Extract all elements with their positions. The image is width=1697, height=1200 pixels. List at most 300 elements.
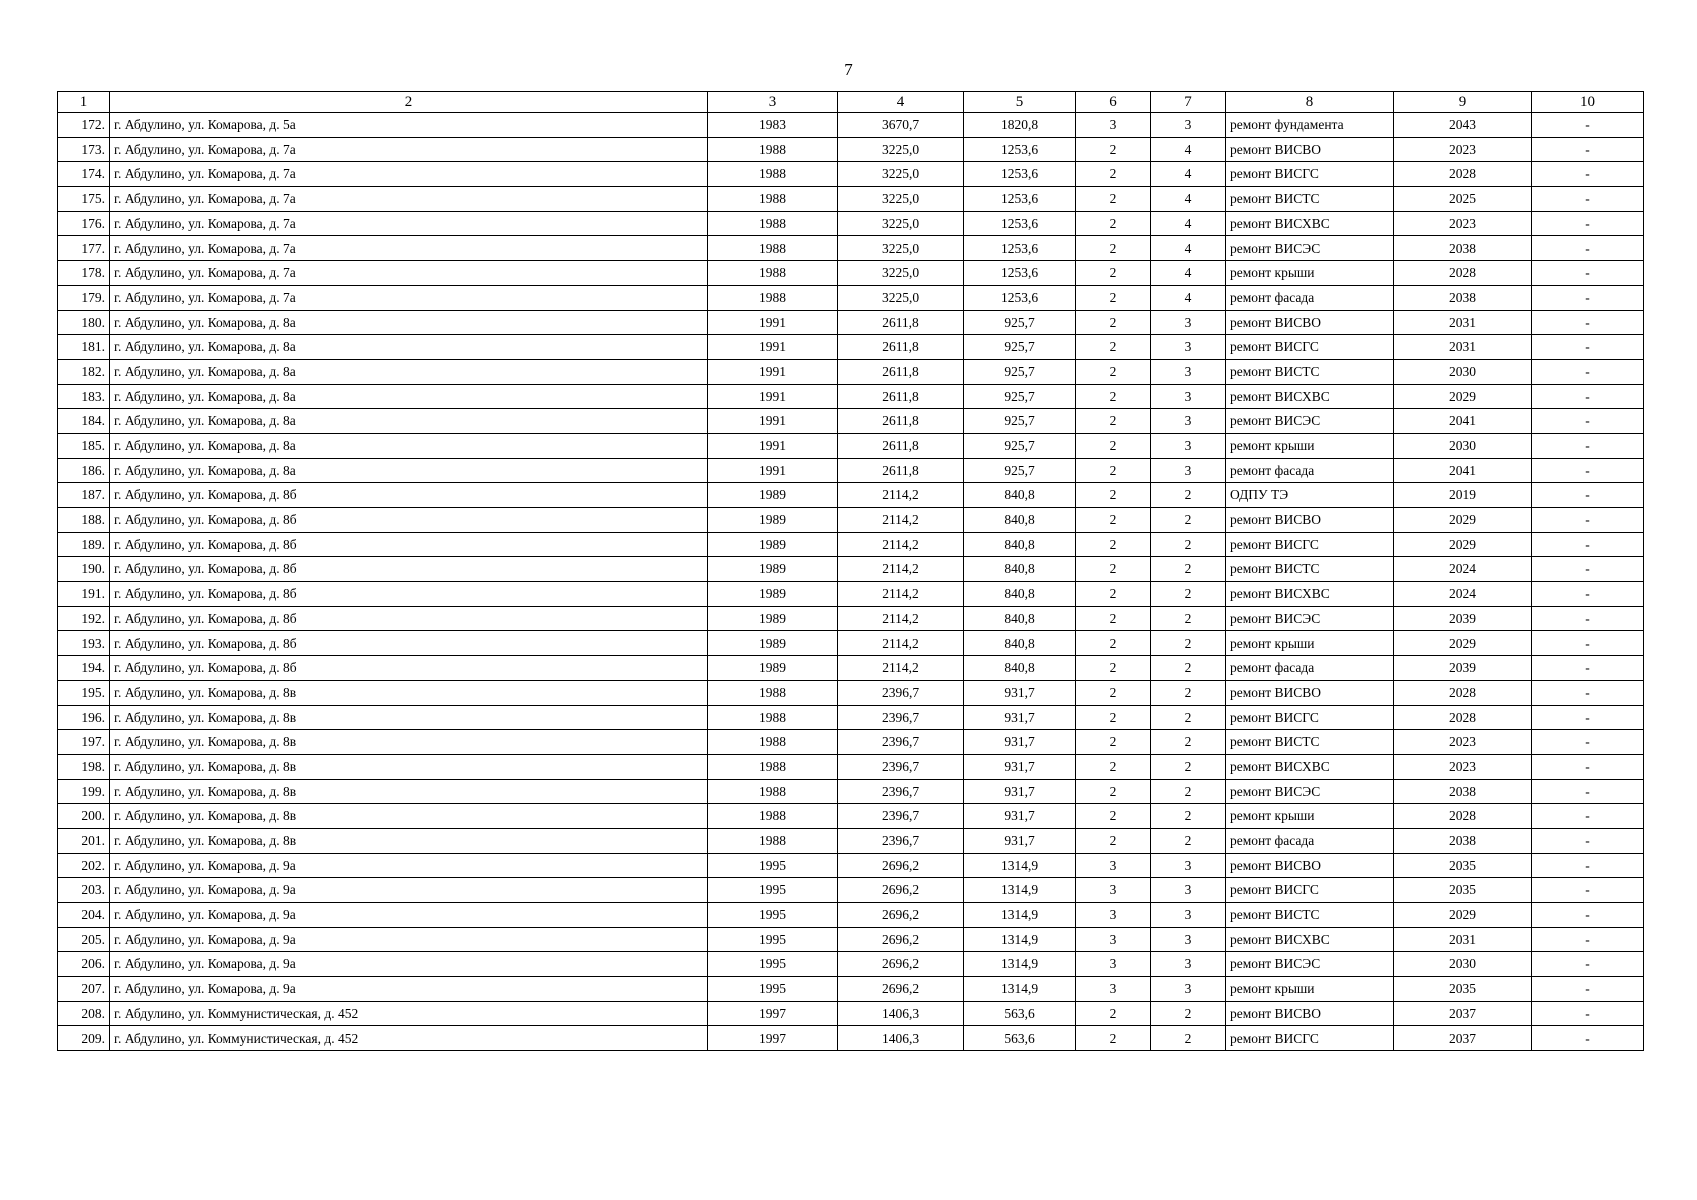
cell-work-type: ремонт ВИСГС <box>1226 162 1394 187</box>
cell-work-type: ремонт ВИСТС <box>1226 359 1394 384</box>
cell-address: г. Абдулино, ул. Комарова, д. 8б <box>110 582 708 607</box>
cell-address: г. Абдулино, ул. Коммунистическая, д. 452 <box>110 1026 708 1051</box>
cell-floors: 2 <box>1076 582 1151 607</box>
cell-floors: 2 <box>1076 828 1151 853</box>
cell-floors: 2 <box>1076 804 1151 829</box>
cell-entrances: 2 <box>1151 606 1226 631</box>
cell-row-number: 191. <box>58 582 110 607</box>
cell-year-built: 1991 <box>708 458 838 483</box>
cell-note: - <box>1532 384 1644 409</box>
column-header: 9 <box>1394 92 1532 113</box>
cell-living-area: 1253,6 <box>964 236 1076 261</box>
cell-work-type: ремонт крыши <box>1226 804 1394 829</box>
cell-year-built: 1988 <box>708 187 838 212</box>
cell-entrances: 4 <box>1151 187 1226 212</box>
cell-address: г. Абдулино, ул. Комарова, д. 8б <box>110 508 708 533</box>
cell-year-built: 1995 <box>708 903 838 928</box>
cell-living-area: 840,8 <box>964 582 1076 607</box>
cell-planned-year: 2023 <box>1394 211 1532 236</box>
cell-total-area: 2114,2 <box>838 656 964 681</box>
cell-total-area: 2696,2 <box>838 952 964 977</box>
cell-address: г. Абдулино, ул. Комарова, д. 8в <box>110 705 708 730</box>
table-row <box>58 730 1644 755</box>
cell-year-built: 1988 <box>708 137 838 162</box>
cell-planned-year: 2041 <box>1394 458 1532 483</box>
cell-living-area: 1253,6 <box>964 162 1076 187</box>
table-row <box>58 779 1644 804</box>
cell-planned-year: 2029 <box>1394 532 1532 557</box>
cell-total-area: 2114,2 <box>838 508 964 533</box>
cell-work-type: ремонт ВИСГС <box>1226 1026 1394 1051</box>
cell-entrances: 3 <box>1151 853 1226 878</box>
cell-note: - <box>1532 113 1644 138</box>
table-row <box>58 458 1644 483</box>
table-row <box>58 433 1644 458</box>
cell-total-area: 1406,3 <box>838 1001 964 1026</box>
table-row <box>58 162 1644 187</box>
cell-total-area: 2396,7 <box>838 754 964 779</box>
cell-floors: 3 <box>1076 952 1151 977</box>
cell-total-area: 2396,7 <box>838 680 964 705</box>
cell-entrances: 3 <box>1151 359 1226 384</box>
cell-floors: 2 <box>1076 458 1151 483</box>
cell-year-built: 1988 <box>708 162 838 187</box>
cell-entrances: 2 <box>1151 730 1226 755</box>
cell-year-built: 1988 <box>708 754 838 779</box>
cell-living-area: 1314,9 <box>964 853 1076 878</box>
table-row <box>58 927 1644 952</box>
cell-address: г. Абдулино, ул. Комарова, д. 8в <box>110 804 708 829</box>
table-row <box>58 1001 1644 1026</box>
cell-row-number: 187. <box>58 483 110 508</box>
cell-floors: 3 <box>1076 977 1151 1002</box>
cell-living-area: 925,7 <box>964 433 1076 458</box>
cell-floors: 2 <box>1076 631 1151 656</box>
cell-row-number: 199. <box>58 779 110 804</box>
cell-entrances: 3 <box>1151 433 1226 458</box>
cell-address: г. Абдулино, ул. Комарова, д. 8б <box>110 656 708 681</box>
cell-entrances: 3 <box>1151 903 1226 928</box>
cell-total-area: 2114,2 <box>838 557 964 582</box>
cell-entrances: 3 <box>1151 310 1226 335</box>
cell-address: г. Абдулино, ул. Комарова, д. 8а <box>110 310 708 335</box>
cell-planned-year: 2035 <box>1394 977 1532 1002</box>
cell-year-built: 1991 <box>708 335 838 360</box>
table-header <box>58 92 1644 113</box>
cell-address: г. Абдулино, ул. Комарова, д. 9а <box>110 952 708 977</box>
cell-living-area: 1253,6 <box>964 211 1076 236</box>
cell-total-area: 2696,2 <box>838 853 964 878</box>
cell-total-area: 3670,7 <box>838 113 964 138</box>
table-row <box>58 606 1644 631</box>
cell-work-type: ремонт ВИСЭС <box>1226 779 1394 804</box>
cell-year-built: 1989 <box>708 557 838 582</box>
cell-row-number: 202. <box>58 853 110 878</box>
cell-floors: 3 <box>1076 927 1151 952</box>
cell-year-built: 1989 <box>708 483 838 508</box>
cell-total-area: 3225,0 <box>838 187 964 212</box>
cell-row-number: 178. <box>58 261 110 286</box>
table-row <box>58 582 1644 607</box>
column-header: 5 <box>964 92 1076 113</box>
cell-address: г. Абдулино, ул. Комарова, д. 8а <box>110 433 708 458</box>
cell-floors: 2 <box>1076 187 1151 212</box>
cell-entrances: 3 <box>1151 409 1226 434</box>
cell-row-number: 176. <box>58 211 110 236</box>
cell-entrances: 2 <box>1151 680 1226 705</box>
cell-work-type: ремонт ВИСХВС <box>1226 927 1394 952</box>
cell-total-area: 2696,2 <box>838 977 964 1002</box>
cell-work-type: ремонт крыши <box>1226 261 1394 286</box>
cell-floors: 3 <box>1076 878 1151 903</box>
cell-address: г. Абдулино, ул. Комарова, д. 9а <box>110 853 708 878</box>
cell-work-type: ремонт ВИСТС <box>1226 903 1394 928</box>
cell-floors: 2 <box>1076 508 1151 533</box>
cell-row-number: 196. <box>58 705 110 730</box>
cell-entrances: 3 <box>1151 952 1226 977</box>
cell-entrances: 2 <box>1151 582 1226 607</box>
cell-floors: 2 <box>1076 606 1151 631</box>
cell-planned-year: 2029 <box>1394 631 1532 656</box>
cell-living-area: 925,7 <box>964 335 1076 360</box>
cell-total-area: 2611,8 <box>838 384 964 409</box>
cell-note: - <box>1532 433 1644 458</box>
cell-living-area: 931,7 <box>964 828 1076 853</box>
cell-work-type: ремонт ВИСХВС <box>1226 754 1394 779</box>
cell-address: г. Абдулино, ул. Комарова, д. 7а <box>110 137 708 162</box>
cell-floors: 2 <box>1076 335 1151 360</box>
cell-entrances: 4 <box>1151 261 1226 286</box>
cell-row-number: 182. <box>58 359 110 384</box>
cell-total-area: 3225,0 <box>838 236 964 261</box>
table-row <box>58 532 1644 557</box>
cell-planned-year: 2039 <box>1394 656 1532 681</box>
cell-work-type: ремонт ВИСХВС <box>1226 582 1394 607</box>
cell-row-number: 195. <box>58 680 110 705</box>
cell-year-built: 1988 <box>708 680 838 705</box>
cell-year-built: 1991 <box>708 433 838 458</box>
cell-note: - <box>1532 557 1644 582</box>
cell-entrances: 2 <box>1151 557 1226 582</box>
cell-total-area: 2611,8 <box>838 433 964 458</box>
cell-total-area: 2114,2 <box>838 582 964 607</box>
table-row <box>58 754 1644 779</box>
table-row <box>58 705 1644 730</box>
cell-planned-year: 2024 <box>1394 582 1532 607</box>
cell-year-built: 1988 <box>708 804 838 829</box>
cell-floors: 2 <box>1076 532 1151 557</box>
cell-year-built: 1988 <box>708 211 838 236</box>
cell-total-area: 3225,0 <box>838 261 964 286</box>
cell-row-number: 190. <box>58 557 110 582</box>
cell-address: г. Абдулино, ул. Комарова, д. 9а <box>110 878 708 903</box>
cell-year-built: 1988 <box>708 285 838 310</box>
cell-year-built: 1989 <box>708 582 838 607</box>
cell-year-built: 1995 <box>708 878 838 903</box>
cell-entrances: 2 <box>1151 779 1226 804</box>
cell-note: - <box>1532 680 1644 705</box>
cell-entrances: 2 <box>1151 631 1226 656</box>
cell-living-area: 1253,6 <box>964 261 1076 286</box>
cell-planned-year: 2038 <box>1394 779 1532 804</box>
column-header: 10 <box>1532 92 1644 113</box>
cell-year-built: 1988 <box>708 705 838 730</box>
cell-address: г. Абдулино, ул. Комарова, д. 8а <box>110 384 708 409</box>
cell-row-number: 193. <box>58 631 110 656</box>
cell-entrances: 3 <box>1151 927 1226 952</box>
cell-note: - <box>1532 236 1644 261</box>
cell-living-area: 840,8 <box>964 508 1076 533</box>
table-row <box>58 211 1644 236</box>
cell-living-area: 1314,9 <box>964 952 1076 977</box>
cell-planned-year: 2030 <box>1394 359 1532 384</box>
cell-entrances: 2 <box>1151 828 1226 853</box>
cell-address: г. Абдулино, ул. Комарова, д. 8в <box>110 828 708 853</box>
column-header: 3 <box>708 92 838 113</box>
cell-row-number: 205. <box>58 927 110 952</box>
cell-planned-year: 2024 <box>1394 557 1532 582</box>
table-row <box>58 508 1644 533</box>
cell-note: - <box>1532 285 1644 310</box>
cell-row-number: 177. <box>58 236 110 261</box>
cell-year-built: 1988 <box>708 261 838 286</box>
cell-floors: 2 <box>1076 483 1151 508</box>
cell-note: - <box>1532 656 1644 681</box>
cell-note: - <box>1532 458 1644 483</box>
cell-entrances: 2 <box>1151 483 1226 508</box>
cell-note: - <box>1532 977 1644 1002</box>
cell-floors: 2 <box>1076 310 1151 335</box>
column-header: 6 <box>1076 92 1151 113</box>
cell-year-built: 1989 <box>708 656 838 681</box>
cell-planned-year: 2035 <box>1394 853 1532 878</box>
cell-address: г. Абдулино, ул. Коммунистическая, д. 452 <box>110 1001 708 1026</box>
cell-work-type: ремонт ВИСЭС <box>1226 952 1394 977</box>
cell-year-built: 1989 <box>708 631 838 656</box>
cell-row-number: 192. <box>58 606 110 631</box>
cell-floors: 2 <box>1076 680 1151 705</box>
cell-floors: 2 <box>1076 557 1151 582</box>
cell-entrances: 3 <box>1151 335 1226 360</box>
cell-floors: 2 <box>1076 384 1151 409</box>
cell-living-area: 925,7 <box>964 359 1076 384</box>
table-row <box>58 310 1644 335</box>
cell-floors: 2 <box>1076 285 1151 310</box>
cell-row-number: 180. <box>58 310 110 335</box>
cell-living-area: 931,7 <box>964 730 1076 755</box>
cell-address: г. Абдулино, ул. Комарова, д. 8б <box>110 606 708 631</box>
cell-row-number: 201. <box>58 828 110 853</box>
cell-total-area: 3225,0 <box>838 211 964 236</box>
cell-row-number: 198. <box>58 754 110 779</box>
cell-address: г. Абдулино, ул. Комарова, д. 7а <box>110 211 708 236</box>
cell-total-area: 2696,2 <box>838 903 964 928</box>
cell-work-type: ремонт ВИСТС <box>1226 187 1394 212</box>
cell-floors: 2 <box>1076 137 1151 162</box>
cell-note: - <box>1532 1026 1644 1051</box>
cell-year-built: 1988 <box>708 828 838 853</box>
table-row <box>58 335 1644 360</box>
cell-floors: 2 <box>1076 236 1151 261</box>
cell-planned-year: 2029 <box>1394 384 1532 409</box>
cell-work-type: ремонт ВИСЭС <box>1226 606 1394 631</box>
cell-entrances: 3 <box>1151 977 1226 1002</box>
cell-planned-year: 2038 <box>1394 828 1532 853</box>
cell-planned-year: 2023 <box>1394 137 1532 162</box>
cell-address: г. Абдулино, ул. Комарова, д. 9а <box>110 977 708 1002</box>
cell-living-area: 1820,8 <box>964 113 1076 138</box>
column-header: 1 <box>58 92 110 113</box>
cell-work-type: ремонт ВИСХВС <box>1226 211 1394 236</box>
cell-living-area: 840,8 <box>964 557 1076 582</box>
cell-entrances: 2 <box>1151 804 1226 829</box>
cell-year-built: 1988 <box>708 730 838 755</box>
cell-address: г. Абдулино, ул. Комарова, д. 8в <box>110 779 708 804</box>
cell-floors: 2 <box>1076 211 1151 236</box>
cell-total-area: 2396,7 <box>838 828 964 853</box>
table-row <box>58 409 1644 434</box>
cell-year-built: 1991 <box>708 384 838 409</box>
cell-row-number: 185. <box>58 433 110 458</box>
cell-floors: 3 <box>1076 903 1151 928</box>
cell-entrances: 4 <box>1151 285 1226 310</box>
cell-year-built: 1997 <box>708 1026 838 1051</box>
cell-planned-year: 2023 <box>1394 754 1532 779</box>
cell-planned-year: 2019 <box>1394 483 1532 508</box>
cell-note: - <box>1532 310 1644 335</box>
cell-year-built: 1989 <box>708 532 838 557</box>
cell-row-number: 186. <box>58 458 110 483</box>
cell-total-area: 2114,2 <box>838 606 964 631</box>
cell-planned-year: 2028 <box>1394 705 1532 730</box>
cell-address: г. Абдулино, ул. Комарова, д. 8в <box>110 680 708 705</box>
cell-planned-year: 2038 <box>1394 285 1532 310</box>
cell-planned-year: 2031 <box>1394 335 1532 360</box>
cell-planned-year: 2038 <box>1394 236 1532 261</box>
cell-entrances: 2 <box>1151 656 1226 681</box>
cell-note: - <box>1532 483 1644 508</box>
cell-address: г. Абдулино, ул. Комарова, д. 7а <box>110 162 708 187</box>
cell-floors: 2 <box>1076 730 1151 755</box>
cell-living-area: 840,8 <box>964 606 1076 631</box>
cell-living-area: 1314,9 <box>964 927 1076 952</box>
cell-address: г. Абдулино, ул. Комарова, д. 7а <box>110 261 708 286</box>
cell-year-built: 1983 <box>708 113 838 138</box>
table-row <box>58 285 1644 310</box>
cell-living-area: 840,8 <box>964 631 1076 656</box>
cell-living-area: 840,8 <box>964 532 1076 557</box>
cell-year-built: 1989 <box>708 508 838 533</box>
cell-note: - <box>1532 1001 1644 1026</box>
cell-planned-year: 2029 <box>1394 903 1532 928</box>
cell-total-area: 2696,2 <box>838 927 964 952</box>
table-row <box>58 631 1644 656</box>
table-row <box>58 903 1644 928</box>
cell-note: - <box>1532 952 1644 977</box>
cell-work-type: ремонт ВИСХВС <box>1226 384 1394 409</box>
cell-floors: 2 <box>1076 754 1151 779</box>
cell-note: - <box>1532 335 1644 360</box>
page-number: 7 <box>844 60 853 79</box>
cell-planned-year: 2031 <box>1394 927 1532 952</box>
cell-living-area: 925,7 <box>964 384 1076 409</box>
cell-planned-year: 2029 <box>1394 508 1532 533</box>
cell-planned-year: 2030 <box>1394 433 1532 458</box>
cell-address: г. Абдулино, ул. Комарова, д. 8б <box>110 631 708 656</box>
cell-total-area: 2611,8 <box>838 310 964 335</box>
cell-row-number: 204. <box>58 903 110 928</box>
cell-total-area: 2114,2 <box>838 631 964 656</box>
cell-note: - <box>1532 705 1644 730</box>
cell-note: - <box>1532 903 1644 928</box>
cell-note: - <box>1532 606 1644 631</box>
cell-note: - <box>1532 853 1644 878</box>
cell-floors: 3 <box>1076 853 1151 878</box>
cell-address: г. Абдулино, ул. Комарова, д. 8б <box>110 532 708 557</box>
cell-work-type: ремонт фасада <box>1226 458 1394 483</box>
cell-planned-year: 2041 <box>1394 409 1532 434</box>
table-row <box>58 261 1644 286</box>
cell-entrances: 2 <box>1151 705 1226 730</box>
cell-work-type: ремонт крыши <box>1226 433 1394 458</box>
cell-work-type: ремонт фасада <box>1226 285 1394 310</box>
table-row <box>58 359 1644 384</box>
cell-address: г. Абдулино, ул. Комарова, д. 8б <box>110 557 708 582</box>
cell-address: г. Абдулино, ул. Комарова, д. 8б <box>110 483 708 508</box>
cell-row-number: 207. <box>58 977 110 1002</box>
table-row <box>58 656 1644 681</box>
cell-total-area: 3225,0 <box>838 285 964 310</box>
cell-floors: 2 <box>1076 656 1151 681</box>
cell-living-area: 931,7 <box>964 705 1076 730</box>
cell-living-area: 1314,9 <box>964 903 1076 928</box>
cell-work-type: ремонт фасада <box>1226 656 1394 681</box>
cell-row-number: 179. <box>58 285 110 310</box>
cell-note: - <box>1532 532 1644 557</box>
cell-row-number: 194. <box>58 656 110 681</box>
cell-address: г. Абдулино, ул. Комарова, д. 5а <box>110 113 708 138</box>
cell-planned-year: 2025 <box>1394 187 1532 212</box>
cell-work-type: ремонт ВИСВО <box>1226 310 1394 335</box>
cell-living-area: 563,6 <box>964 1001 1076 1026</box>
cell-entrances: 2 <box>1151 1026 1226 1051</box>
cell-planned-year: 2031 <box>1394 310 1532 335</box>
table-row <box>58 977 1644 1002</box>
cell-year-built: 1988 <box>708 236 838 261</box>
cell-planned-year: 2028 <box>1394 680 1532 705</box>
cell-entrances: 4 <box>1151 236 1226 261</box>
cell-work-type: ремонт ВИСГС <box>1226 335 1394 360</box>
cell-total-area: 2114,2 <box>838 483 964 508</box>
cell-planned-year: 2030 <box>1394 952 1532 977</box>
table-row <box>58 878 1644 903</box>
cell-address: г. Абдулино, ул. Комарова, д. 8в <box>110 754 708 779</box>
cell-address: г. Абдулино, ул. Комарова, д. 7а <box>110 236 708 261</box>
cell-planned-year: 2037 <box>1394 1001 1532 1026</box>
cell-note: - <box>1532 508 1644 533</box>
cell-planned-year: 2028 <box>1394 162 1532 187</box>
header-row <box>58 92 1644 113</box>
cell-planned-year: 2037 <box>1394 1026 1532 1051</box>
cell-year-built: 1991 <box>708 310 838 335</box>
cell-work-type: ремонт ВИСТС <box>1226 730 1394 755</box>
cell-floors: 2 <box>1076 705 1151 730</box>
cell-note: - <box>1532 261 1644 286</box>
cell-address: г. Абдулино, ул. Комарова, д. 8в <box>110 730 708 755</box>
cell-total-area: 2611,8 <box>838 335 964 360</box>
cell-floors: 2 <box>1076 433 1151 458</box>
cell-note: - <box>1532 631 1644 656</box>
